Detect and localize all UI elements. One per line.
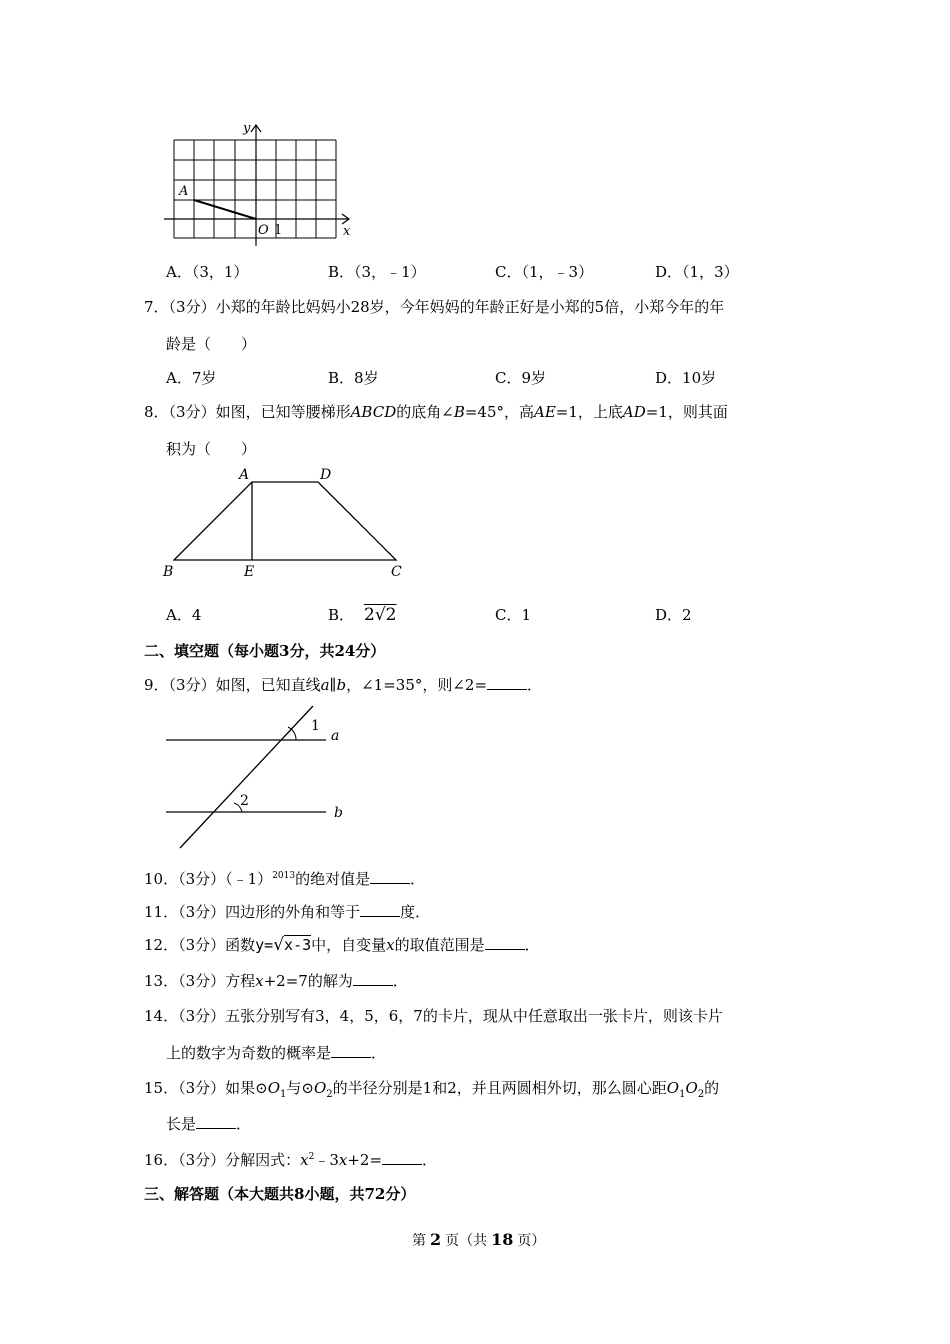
q8-line2: 积为（ ） xyxy=(166,440,257,458)
q9-parallel-lines-figure xyxy=(158,700,358,852)
q7-line1: 7．（3分）小郑的年龄比妈妈小28岁，今年妈妈的年龄正好是小郑的5倍，小郑今年的年 xyxy=(144,298,725,316)
section3-heading: 三、解答题（本大题共8小题，共72分） xyxy=(144,1185,416,1203)
label-d: D xyxy=(320,467,332,483)
q8-option-b: B． 2√2 xyxy=(328,605,397,625)
q8-option-d: D．2 xyxy=(655,606,692,624)
section2-heading: 二、填空题（每小题3分，共24分） xyxy=(144,642,386,660)
point-a-label: A xyxy=(179,184,189,199)
answer-blank xyxy=(196,1114,236,1129)
answer-blank xyxy=(382,1150,422,1165)
label-c: C xyxy=(391,564,402,580)
y-label: y xyxy=(243,121,251,136)
q6-option-a: A．（3，1） xyxy=(166,263,249,281)
q15-line1: 15．（3分）如果$⊙O_1$与$⊙O_2$的半径分别是1和2，并且两圆相外切，那么圆心距$O_1O_2$的 xyxy=(144,1079,720,1100)
q7-option-b: B．8岁 xyxy=(328,369,379,387)
line-b-label: b xyxy=(334,805,343,821)
page-footer: 第 2 页（共 18 页） xyxy=(412,1230,546,1249)
segment-oa xyxy=(194,200,256,219)
answer-blank xyxy=(331,1043,371,1058)
answer-blank xyxy=(360,902,400,917)
q7-option-c: C．9岁 xyxy=(495,369,547,387)
q6-option-d: D．（1，3） xyxy=(655,263,739,281)
q6-grid-figure xyxy=(160,118,360,248)
q11-text: 11．（3分）四边形的外角和等于 度． xyxy=(144,903,431,921)
q6-option-c: C．（1，﹣3） xyxy=(495,263,594,281)
q12-text: 12．（3分）函数y=√x-3中，自变量x的取值范围是 ． xyxy=(144,935,540,955)
angle-2-label: 2 xyxy=(240,793,249,809)
q8-line1: 8．（3分）如图，已知等腰梯形ABCD的底角∠B=45°，高AE=1，上底AD=1，则其面 xyxy=(144,403,728,421)
answer-blank xyxy=(487,675,527,690)
label-e: E xyxy=(244,564,255,580)
angle-1-label: 1 xyxy=(311,718,320,734)
q14-line2: 上的数字为奇数的概率是 ． xyxy=(166,1044,387,1062)
q7-line2: 龄是（ ） xyxy=(166,335,257,353)
answer-blank xyxy=(370,869,410,884)
q13-text: 13．（3分）方程x+2=7的解为 ． xyxy=(144,972,408,990)
answer-blank xyxy=(353,971,393,986)
q8-trapezoid-figure xyxy=(158,462,414,584)
q7-option-d: D．10岁 xyxy=(655,369,717,387)
q14-line1: 14．（3分）五张分别写有3，4，5，6，7的卡片，现从中任意取出一张卡片，则该卡片 xyxy=(144,1007,723,1025)
label-b: B xyxy=(163,564,174,580)
x-label: x xyxy=(343,224,351,239)
label-a: A xyxy=(239,467,250,483)
q16-text: 16．（3分）分解因式：$x^2﹣3x+2=$ ． xyxy=(144,1151,438,1169)
q7-option-a: A．7岁 xyxy=(166,369,217,387)
one-label: 1 xyxy=(274,223,283,238)
q6-option-b: B．（3，﹣1） xyxy=(328,263,426,281)
q15-line2: 长是 ． xyxy=(166,1115,252,1133)
answer-blank xyxy=(485,935,525,950)
origin-label: O xyxy=(258,223,269,238)
two-root-two: 2√2 xyxy=(364,605,397,625)
q10-text: 10．（3分）（﹣1）$^{2013}$的绝对值是 ． xyxy=(144,870,426,888)
q9-text: 9．（3分）如图，已知直线a∥b，∠1=35°，则∠2= ． xyxy=(144,676,543,694)
q8-option-c: C．1 xyxy=(495,606,532,624)
line-a-label: a xyxy=(331,728,340,744)
q8-option-a: A．4 xyxy=(166,606,202,624)
